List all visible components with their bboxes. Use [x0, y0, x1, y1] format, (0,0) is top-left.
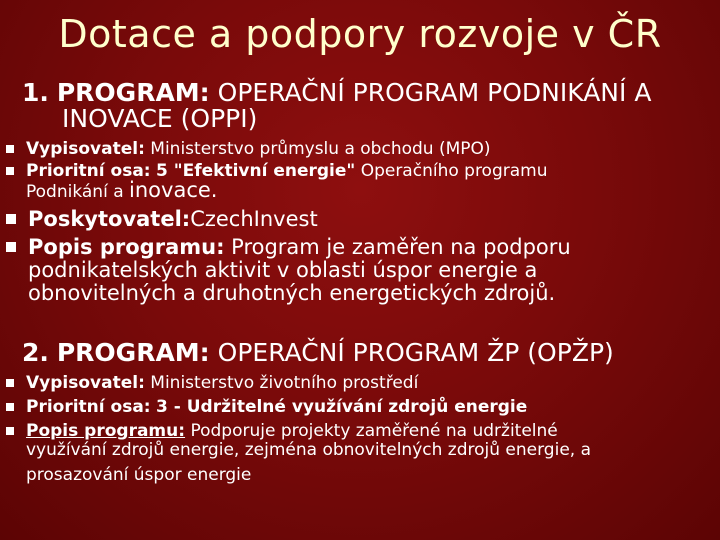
- program1-heading: [22, 80, 651, 106]
- bullet-text-line3: prosazování úspor energie: [26, 465, 252, 485]
- bullet-text-line2: podnikatelských aktivit v oblasti úspor energie a: [28, 258, 538, 282]
- slide-title: Dotace a podpory rozvoje v ČR: [58, 12, 662, 56]
- p1-bullet-poskytovatel: [6, 208, 708, 231]
- bullet-text: Program je zaměřen na podporu: [231, 235, 571, 259]
- bullet-text-line2: využívání zdrojů energie, zejména obnovitelných zdrojů energie, a: [26, 440, 592, 460]
- bullet-text: Ministerstvo průmyslu a obchodu (MPO): [150, 139, 491, 159]
- program2-name: OPERAČNÍ PROGRAM ŽP (OPŽP): [217, 338, 614, 367]
- bullet-text-line2a: Podnikání a: [26, 182, 124, 202]
- p2-bullet-popis-programu: [6, 422, 716, 490]
- p1-bullet-popis-programu: [6, 236, 708, 305]
- bullet-text: Podporuje projekty zaměřené na udržitelné: [190, 421, 558, 441]
- bullet-square-icon: [6, 427, 14, 435]
- bullet-square-icon: [6, 214, 16, 224]
- program2-number: 2.: [22, 338, 49, 367]
- bullet-square-icon: [6, 145, 14, 153]
- p2-bullet-vypisovatel: [6, 374, 706, 393]
- bullet-label: Vypisovatel:: [26, 139, 145, 159]
- bullet-text: CzechInvest: [190, 207, 318, 231]
- bullet-label: Vypisovatel:: [26, 373, 145, 393]
- program1-name-line2: INOVACE (OPPI): [62, 104, 258, 133]
- bullet-label-rest: 5 "Efektivní energie": [156, 161, 356, 181]
- program2-label: PROGRAM:: [56, 338, 210, 367]
- p2-bullet-prioritni-osa: [6, 398, 706, 417]
- bullet-label: Popis programu:: [28, 235, 225, 259]
- bullet-square-icon: [6, 379, 14, 387]
- bullet-text: Operačního programu: [360, 161, 548, 181]
- bullet-square-icon: [6, 403, 14, 411]
- program2-heading: [22, 340, 614, 366]
- bullet-text-line2b: inovace.: [129, 178, 218, 202]
- p1-bullet-prioritni-osa: [6, 162, 706, 202]
- bullet-text-line3: obnovitelných a druhotných energetických zdrojů.: [28, 281, 556, 305]
- bullet-label: Poskytovatel:: [28, 207, 191, 231]
- program1-label: PROGRAM:: [56, 78, 210, 107]
- bullet-square-icon: [6, 242, 16, 252]
- program1-number: 1.: [22, 78, 49, 107]
- bullet-label: Prioritní osa:: [26, 397, 151, 417]
- bullet-label: Prioritní osa:: [26, 161, 151, 181]
- program1-name-line1: OPERAČNÍ PROGRAM PODNIKÁNÍ A: [217, 78, 652, 107]
- bullet-square-icon: [6, 167, 14, 175]
- bullet-text: 3 - Udržitelné využívání zdrojů energie: [156, 397, 528, 417]
- bullet-label: Popis programu:: [26, 421, 186, 441]
- p1-bullet-vypisovatel: [6, 140, 706, 159]
- bullet-text: Ministerstvo životního prostředí: [150, 373, 419, 393]
